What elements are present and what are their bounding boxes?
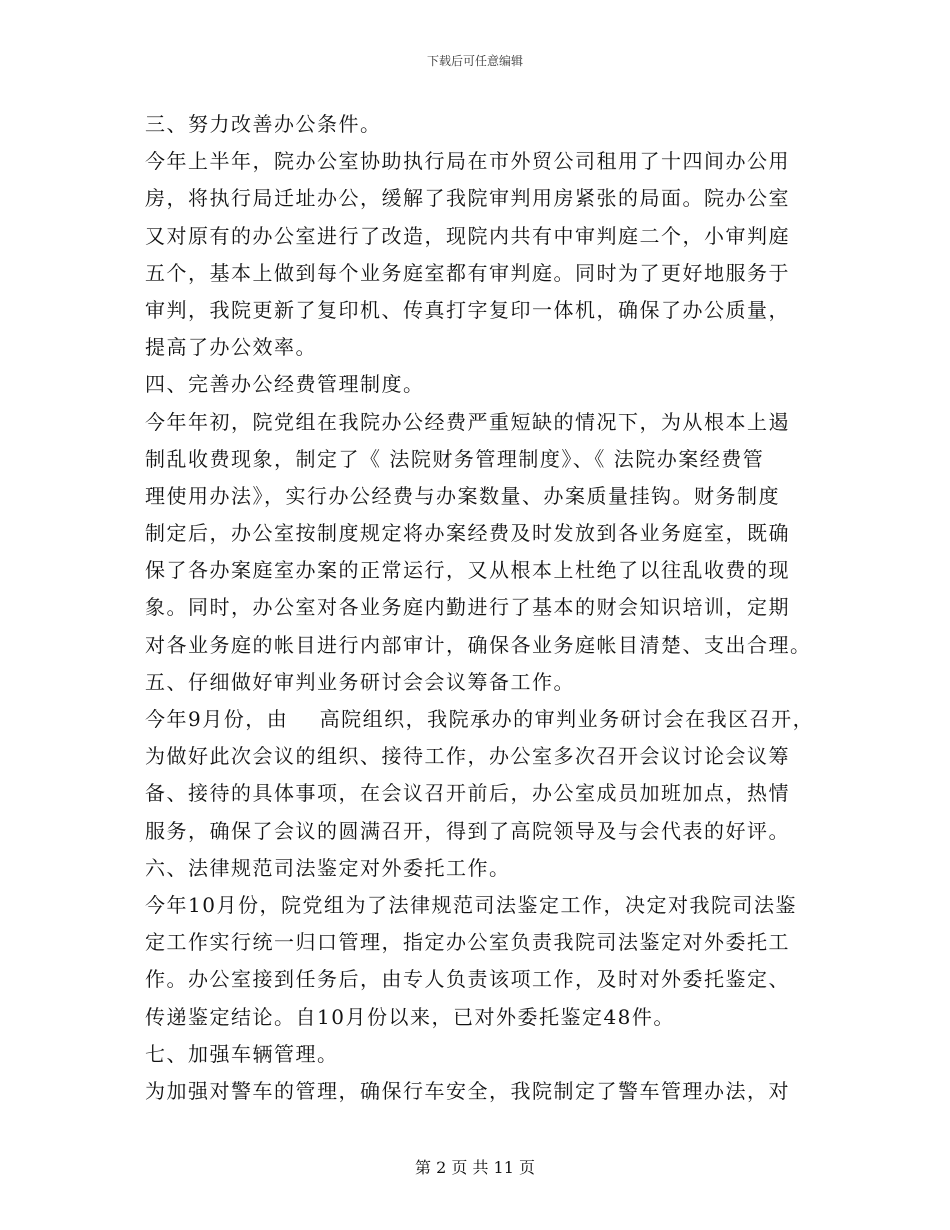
text-line: 理使用办法》，实行办公经费与办案数量、办案质量挂钩。财务制度	[145, 483, 780, 508]
text-line: 七、加强车辆管理。	[145, 1041, 339, 1066]
text-line: 作。办公室接到任务后，由专人负责该项工作，及时对外委托鉴定、	[145, 967, 790, 992]
text-line: 象。同时，办公室对各业务庭内勤进行了基本的财会知识培训，定期	[145, 595, 790, 620]
text-line: 五、仔细做好审判业务研讨会会议筹备工作。	[145, 669, 575, 694]
page-header: 下载后可任意编辑	[426, 54, 523, 68]
text-line: 审判，我院更新了复印机、传真打字复印一体机，确保了办公质量，	[145, 297, 790, 322]
text-line: 今年9月份，由 高院组织，我院承办的审判业务研讨会在我区召开，	[145, 707, 815, 731]
text-line: 六、法律规范司法鉴定对外委托工作。	[145, 855, 511, 880]
text-line: 五个，基本上做到每个业务庭室都有审判庭。同时为了更好地服务于	[145, 260, 790, 285]
text-line: 制定后，办公室按制度规定将办案经费及时发放到各业务庭室，既确	[145, 521, 790, 546]
text-line: 三、努力改善办公条件。	[145, 112, 382, 136]
text-line: 提高了办公效率。	[145, 335, 317, 360]
text-line: 定工作实行统一归口管理，指定办公室负责我院司法鉴定对外委托工	[145, 930, 790, 955]
text-line: 为做好此次会议的组织、接待工作，办公室多次召开会议讨论会议筹	[145, 744, 790, 769]
text-line: 保了各办案庭室办案的正常运行，又从根本上杜绝了以往乱收费的现	[145, 558, 790, 583]
text-line: 为加强对警车的管理，确保行车安全，我院制定了警车管理办法，对	[145, 1078, 790, 1103]
text-line: 四、完善办公经费管理制度。	[145, 372, 425, 397]
text-line: 今年10月份，院党组为了法律规范司法鉴定工作，决定对我院司法鉴	[145, 892, 797, 917]
document-body	[145, 106, 815, 1110]
text-line: 备、接待的具体事项，在会议召开前后，办公室成员加班加点，热情	[145, 781, 790, 806]
text-line: 今年上半年，院办公室协助执行局在市外贸公司租用了十四间办公用	[145, 149, 790, 174]
text-line: 房，将执行局迁址办公，缓解了我院审判用房紧张的局面。院办公室	[145, 186, 790, 211]
text-line: 服务，确保了会议的圆满召开，得到了高院领导及与会代表的好评。	[145, 818, 790, 843]
page-footer: 第 2 页 共 11 页	[415, 1158, 535, 1177]
text-line: 今年年初，院党组在我院办公经费严重短缺的情况下，为从根本上遏	[145, 409, 790, 434]
text-line: 又对原有的办公室进行了改造，现院内共有中审判庭二个，小审判庭	[145, 223, 790, 248]
text-line: 制乱收费现象，制定了《 法院财务管理制度》、《 法院办案经费管	[145, 446, 765, 471]
text-line: 对各业务庭的帐目进行内部审计，确保各业务庭帐目清楚、支出合理。	[145, 632, 812, 657]
text-line: 传递鉴定结论。自10月份以来，已对外委托鉴定48件。	[145, 1004, 675, 1029]
